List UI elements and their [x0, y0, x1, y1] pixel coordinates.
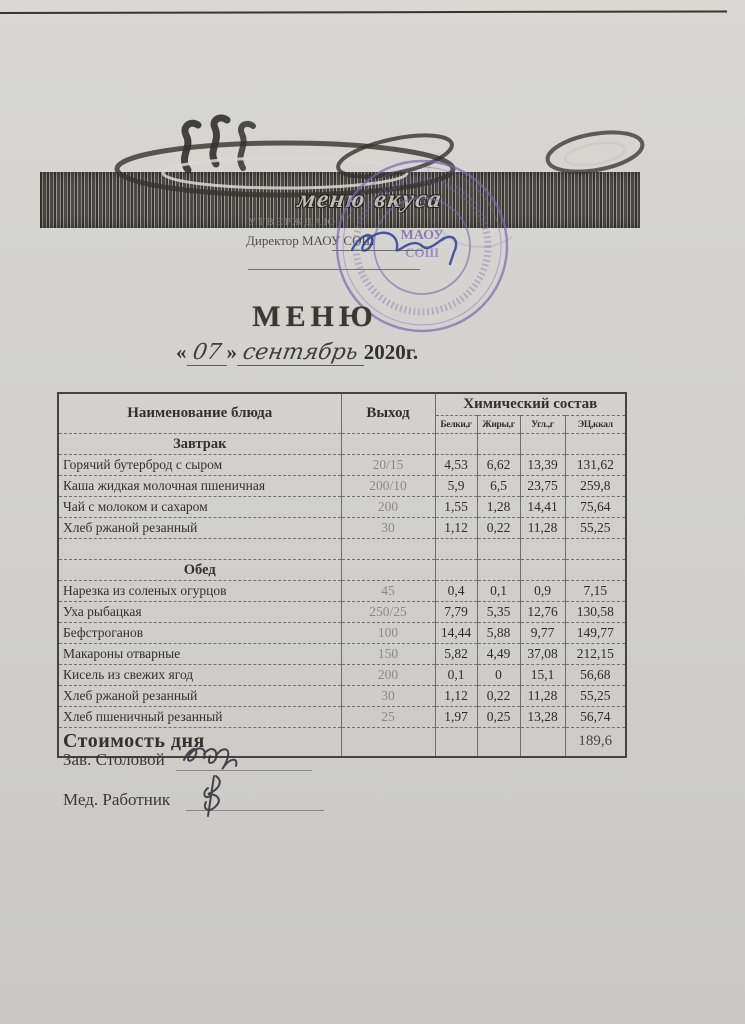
dish-name: Горячий бутерброд с сыром — [58, 455, 341, 476]
dish-carbs: 15,1 — [520, 665, 565, 686]
dish-fat: 5,88 — [477, 623, 520, 644]
col-header-output: Выход — [341, 393, 435, 434]
section-row-breakfast — [58, 434, 626, 455]
dish-fat: 6,5 — [477, 476, 520, 497]
dish-kcal: 7,15 — [565, 581, 626, 602]
dish-name: Каша жидкая молочная пшеничная — [58, 476, 341, 497]
dish-carbs: 14,41 — [520, 497, 565, 518]
table-header-row — [58, 393, 626, 416]
dish-kcal: 56,74 — [565, 707, 626, 728]
logo-text: меню вкуса — [296, 186, 445, 213]
table-row — [58, 665, 626, 686]
section-label: Завтрак — [58, 434, 341, 455]
medic-signature — [192, 772, 236, 820]
canteen-manager-label: Зав. Столовой — [63, 750, 165, 769]
dish-name: Хлеб ржаной резанный — [58, 686, 341, 707]
dish-carbs: 11,28 — [520, 518, 565, 539]
dish-fat: 5,35 — [477, 602, 520, 623]
director-label: Директор МАОУ СОШ — [246, 233, 375, 248]
dish-name: Кисель из свежих ягод — [58, 665, 341, 686]
dish-output: 200 — [341, 497, 435, 518]
dish-output: 45 — [341, 581, 435, 602]
page-title: МЕНЮ — [252, 300, 378, 333]
menu-table — [57, 392, 627, 758]
manager-signature — [176, 734, 266, 776]
dish-carbs: 9,77 — [520, 623, 565, 644]
dish-name: Уха рыбацкая — [58, 602, 341, 623]
date-month-handwritten: сентябрь — [240, 340, 360, 365]
dish-protein: 4,53 — [435, 455, 477, 476]
dish-name: Бефстроганов — [58, 623, 341, 644]
dish-kcal: 259,8 — [565, 476, 626, 497]
col-header-fat: Жиры,г — [477, 416, 520, 434]
dish-fat: 1,28 — [477, 497, 520, 518]
dish-output: 200/10 — [341, 476, 435, 497]
section-label: Обед — [58, 560, 341, 581]
scan-artifact-line — [0, 10, 727, 14]
col-header-carbs: Угл.,г — [520, 416, 565, 434]
dish-name: Чай с молоком и сахаром — [58, 497, 341, 518]
dish-output: 250/25 — [341, 602, 435, 623]
dish-protein: 5,9 — [435, 476, 477, 497]
table-row — [58, 581, 626, 602]
dish-fat: 0,25 — [477, 707, 520, 728]
approve-label: УТВЕРЖДАЮ — [248, 216, 337, 228]
dish-output: 25 — [341, 707, 435, 728]
quote-close: » — [226, 340, 237, 364]
dish-fat: 6,62 — [477, 455, 520, 476]
empty-row — [58, 539, 626, 560]
table-row — [58, 707, 626, 728]
dish-kcal: 131,62 — [565, 455, 626, 476]
dish-protein: 1,12 — [435, 518, 477, 539]
table-row — [58, 476, 626, 497]
col-header-chem: Химический состав — [435, 393, 626, 416]
director-signature — [338, 218, 478, 270]
dish-name: Макароны отварные — [58, 644, 341, 665]
dish-output: 100 — [341, 623, 435, 644]
table-row — [58, 644, 626, 665]
dish-name: Хлеб пшеничный резанный — [58, 707, 341, 728]
dish-carbs: 23,75 — [520, 476, 565, 497]
stamp-center-text-bottom: СОШ — [405, 245, 439, 260]
dish-fat: 0 — [477, 665, 520, 686]
dish-fat: 4,49 — [477, 644, 520, 665]
col-header-protein: Белки,г — [435, 416, 477, 434]
dish-carbs: 13,28 — [520, 707, 565, 728]
table-row — [58, 686, 626, 707]
medical-worker-label: Мед. Работник — [63, 790, 171, 809]
dish-fat: 0,22 — [477, 518, 520, 539]
dish-carbs: 12,76 — [520, 602, 565, 623]
dish-kcal: 56,68 — [565, 665, 626, 686]
dish-carbs: 37,08 — [520, 644, 565, 665]
dish-kcal: 212,15 — [565, 644, 626, 665]
col-header-kcal: ЭЦ,ккал — [565, 416, 626, 434]
dish-name: Нарезка из соленых огурцов — [58, 581, 341, 602]
dish-output: 150 — [341, 644, 435, 665]
dish-protein: 1,12 — [435, 686, 477, 707]
dish-output: 30 — [341, 518, 435, 539]
col-header-name: Наименование блюда — [58, 393, 341, 434]
date-day-handwritten: 07 — [190, 340, 223, 365]
date-line — [176, 340, 418, 365]
dish-output: 20/15 — [341, 455, 435, 476]
dish-output: 200 — [341, 665, 435, 686]
dish-kcal: 55,25 — [565, 518, 626, 539]
dish-kcal: 130,58 — [565, 602, 626, 623]
dish-carbs: 11,28 — [520, 686, 565, 707]
dish-protein: 0,4 — [435, 581, 477, 602]
dish-kcal: 55,25 — [565, 686, 626, 707]
total-value: 189,6 — [565, 728, 626, 757]
table-row — [58, 623, 626, 644]
dish-fat: 0,1 — [477, 581, 520, 602]
dish-protein: 7,79 — [435, 602, 477, 623]
dish-protein: 0,1 — [435, 665, 477, 686]
dish-kcal: 75,64 — [565, 497, 626, 518]
section-row-lunch — [58, 560, 626, 581]
table-row — [58, 455, 626, 476]
dish-protein: 1,97 — [435, 707, 477, 728]
dish-name: Хлеб ржаной резанный — [58, 518, 341, 539]
dish-protein: 5,82 — [435, 644, 477, 665]
dish-carbs: 13,39 — [520, 455, 565, 476]
table-row — [58, 602, 626, 623]
table-row — [58, 497, 626, 518]
dish-fat: 0,22 — [477, 686, 520, 707]
dish-kcal: 149,77 — [565, 623, 626, 644]
dish-protein: 14,44 — [435, 623, 477, 644]
stamp-center-text-top: МАОУ — [400, 228, 444, 243]
dish-output: 30 — [341, 686, 435, 707]
quote-open: « — [176, 340, 187, 364]
date-year: 2020г. — [363, 340, 419, 364]
total-label: Стоимость дня — [58, 728, 341, 757]
dish-protein: 1,55 — [435, 497, 477, 518]
table-row — [58, 518, 626, 539]
dish-carbs: 0,9 — [520, 581, 565, 602]
